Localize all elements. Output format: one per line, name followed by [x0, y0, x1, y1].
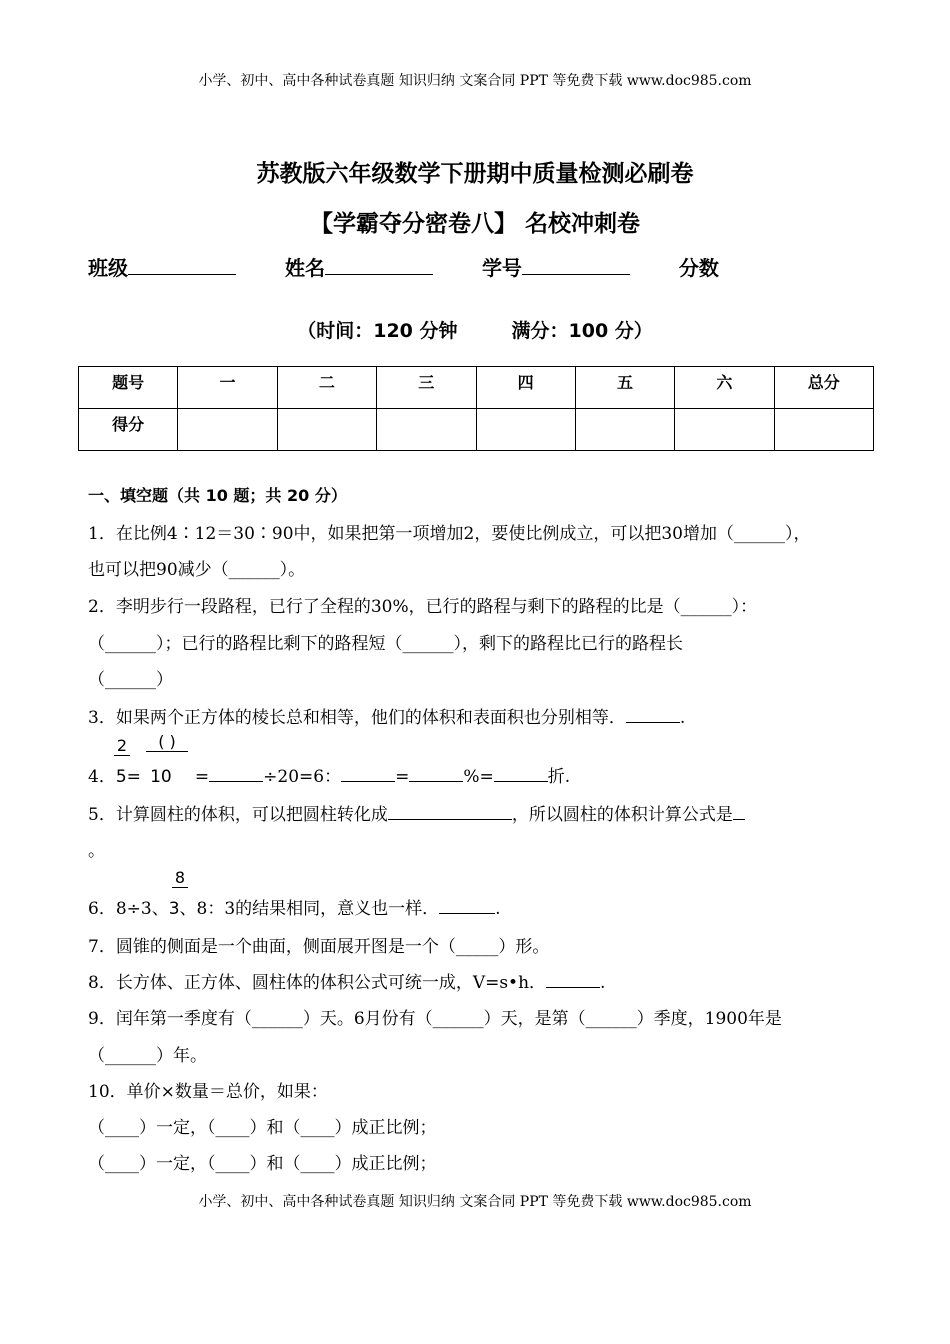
page-header: 小学、初中、高中各种试卷真题 知识归纳 文案合同 PPT 等免费下载 www.doc985.com	[198, 73, 752, 89]
question-8-text: 8．长方体、正方体、圆柱体的体积公式可统一成，V=s•h．	[88, 973, 547, 993]
section-title-fill-in: 一、填空题（共 10 题；共 20 分）	[88, 486, 347, 505]
time-limit: （时间：120 分钟	[297, 320, 458, 342]
score-cell[interactable]	[277, 409, 376, 451]
score-cell[interactable]	[774, 409, 873, 451]
question-3	[88, 703, 685, 728]
question-3-end: .	[679, 708, 686, 728]
fraction-numerator: 2	[114, 736, 130, 756]
question-1-line-2: 也可以把90减少（______）。	[88, 560, 306, 580]
question-6	[88, 894, 501, 919]
question-2-line-1: 2．李明步行一段路程，已行了全程的30%，已行的路程与剩下的路程的比是（______）：	[88, 597, 758, 617]
question-3-text: 3．如果两个正方体的棱长总和相等，他们的体积和表面积也分别相等．	[88, 708, 626, 728]
question-10-line-2: （____）一定，（____）和（____）成正比例；	[88, 1154, 437, 1174]
question-4-end: 折.	[547, 767, 571, 787]
question-4	[88, 762, 570, 787]
time-info	[0, 316, 950, 343]
question-2-line-3: （______）	[88, 670, 173, 690]
score-table-header-cell: 题号	[79, 367, 178, 409]
question-7: 7．圆锥的侧面是一个曲面，侧面展开图是一个（_____）形。	[88, 937, 550, 957]
question-1-line-1: 1．在比例4∶12＝30∶90中，如果把第一项增加2，要使比例成立，可以把30增加（______），	[88, 524, 811, 544]
percent-sign: %=	[463, 767, 494, 787]
answer-blank[interactable]	[439, 897, 495, 914]
name-label: 姓名	[284, 256, 325, 280]
score-table-header-cell: 四	[476, 367, 575, 409]
question-5-mid: ，所以圆柱的体积计算公式是	[511, 805, 733, 825]
answer-blank[interactable]	[626, 706, 680, 723]
answer-blank[interactable]	[388, 803, 512, 820]
score-table-header-cell: 五	[575, 367, 674, 409]
answer-blank[interactable]	[494, 765, 548, 782]
score-table-header-cell: 一	[178, 367, 277, 409]
page-footer: 小学、初中、高中各种试卷真题 知识归纳 文案合同 PPT 等免费下载 www.doc985.com	[198, 1194, 752, 1210]
score-table-header-cell: 总分	[774, 367, 873, 409]
score-table-header-row	[79, 367, 874, 409]
fraction-numerator: ( )	[146, 732, 188, 752]
full-score: 满分：100 分）	[511, 320, 653, 342]
fraction-denominator: 10	[150, 767, 172, 787]
id-label: 学号	[481, 256, 522, 280]
class-field	[88, 252, 236, 281]
class-blank[interactable]	[128, 256, 236, 275]
score-table-header-cell: 六	[675, 367, 774, 409]
name-field	[285, 252, 433, 281]
answer-blank[interactable]	[733, 803, 745, 820]
equals-sign: =	[194, 767, 210, 787]
equals-sign: =	[126, 767, 141, 787]
question-5-text: 5．计算圆柱的体积，可以把圆柱转化成	[88, 805, 388, 825]
score-table	[78, 366, 874, 451]
question-4-division: ÷20=6：	[263, 767, 342, 787]
id-field	[482, 252, 630, 281]
question-4-number: 4．	[88, 767, 116, 787]
fraction-2-5	[114, 736, 130, 756]
question-8-end: .	[600, 973, 606, 993]
fraction-blank-10	[146, 732, 188, 752]
question-5	[88, 800, 745, 825]
question-10: 10．单价×数量＝总价，如果：	[88, 1082, 328, 1102]
score-cell[interactable]	[476, 409, 575, 451]
score-table-header-cell: 三	[377, 367, 476, 409]
answer-blank[interactable]	[546, 971, 600, 988]
question-6-end: .	[495, 899, 501, 919]
score-row-label: 得分	[79, 409, 178, 451]
exam-subtitle: 【学霸夺分密卷八】 名校冲刺卷	[309, 211, 640, 237]
question-2-line-2: （______）；已行的路程比剩下的路程短（______），剩下的路程比已行的路程长	[88, 634, 683, 654]
fraction-numerator: 8	[172, 868, 188, 888]
question-9-line-1: 9．闰年第一季度有（______）天。6月份有（______）天，是第（______）季度，1900年是	[88, 1009, 782, 1029]
score-label: 分数	[678, 256, 719, 280]
fraction-8-3	[172, 868, 188, 888]
score-cell[interactable]	[675, 409, 774, 451]
answer-blank[interactable]	[409, 765, 463, 782]
question-9-line-2: （______）年。	[88, 1046, 207, 1066]
question-8	[88, 968, 605, 993]
score-table-header-cell: 二	[277, 367, 376, 409]
score-cell[interactable]	[178, 409, 277, 451]
question-6-text-2: 、8：3的结果相同，意义也一样．	[179, 899, 440, 919]
question-5-end: 。	[88, 841, 105, 861]
answer-blank[interactable]	[209, 765, 263, 782]
score-cell[interactable]	[575, 409, 674, 451]
student-info-row	[88, 252, 761, 281]
score-field	[679, 252, 719, 281]
id-blank[interactable]	[522, 256, 630, 275]
equals-sign: =	[395, 767, 410, 787]
question-10-line-1: （____）一定，（____）和（____）成正比例；	[88, 1118, 437, 1138]
fraction-denominator: 5	[115, 767, 127, 787]
fraction-denominator: 3	[168, 899, 180, 919]
exam-title: 苏教版六年级数学下册期中质量检测必刷卷	[256, 161, 694, 187]
score-table-score-row	[79, 409, 874, 451]
class-label: 班级	[88, 256, 128, 280]
question-6-text: 6．8÷3、	[88, 899, 169, 919]
answer-blank[interactable]	[341, 765, 395, 782]
name-blank[interactable]	[325, 256, 433, 275]
score-cell[interactable]	[377, 409, 476, 451]
